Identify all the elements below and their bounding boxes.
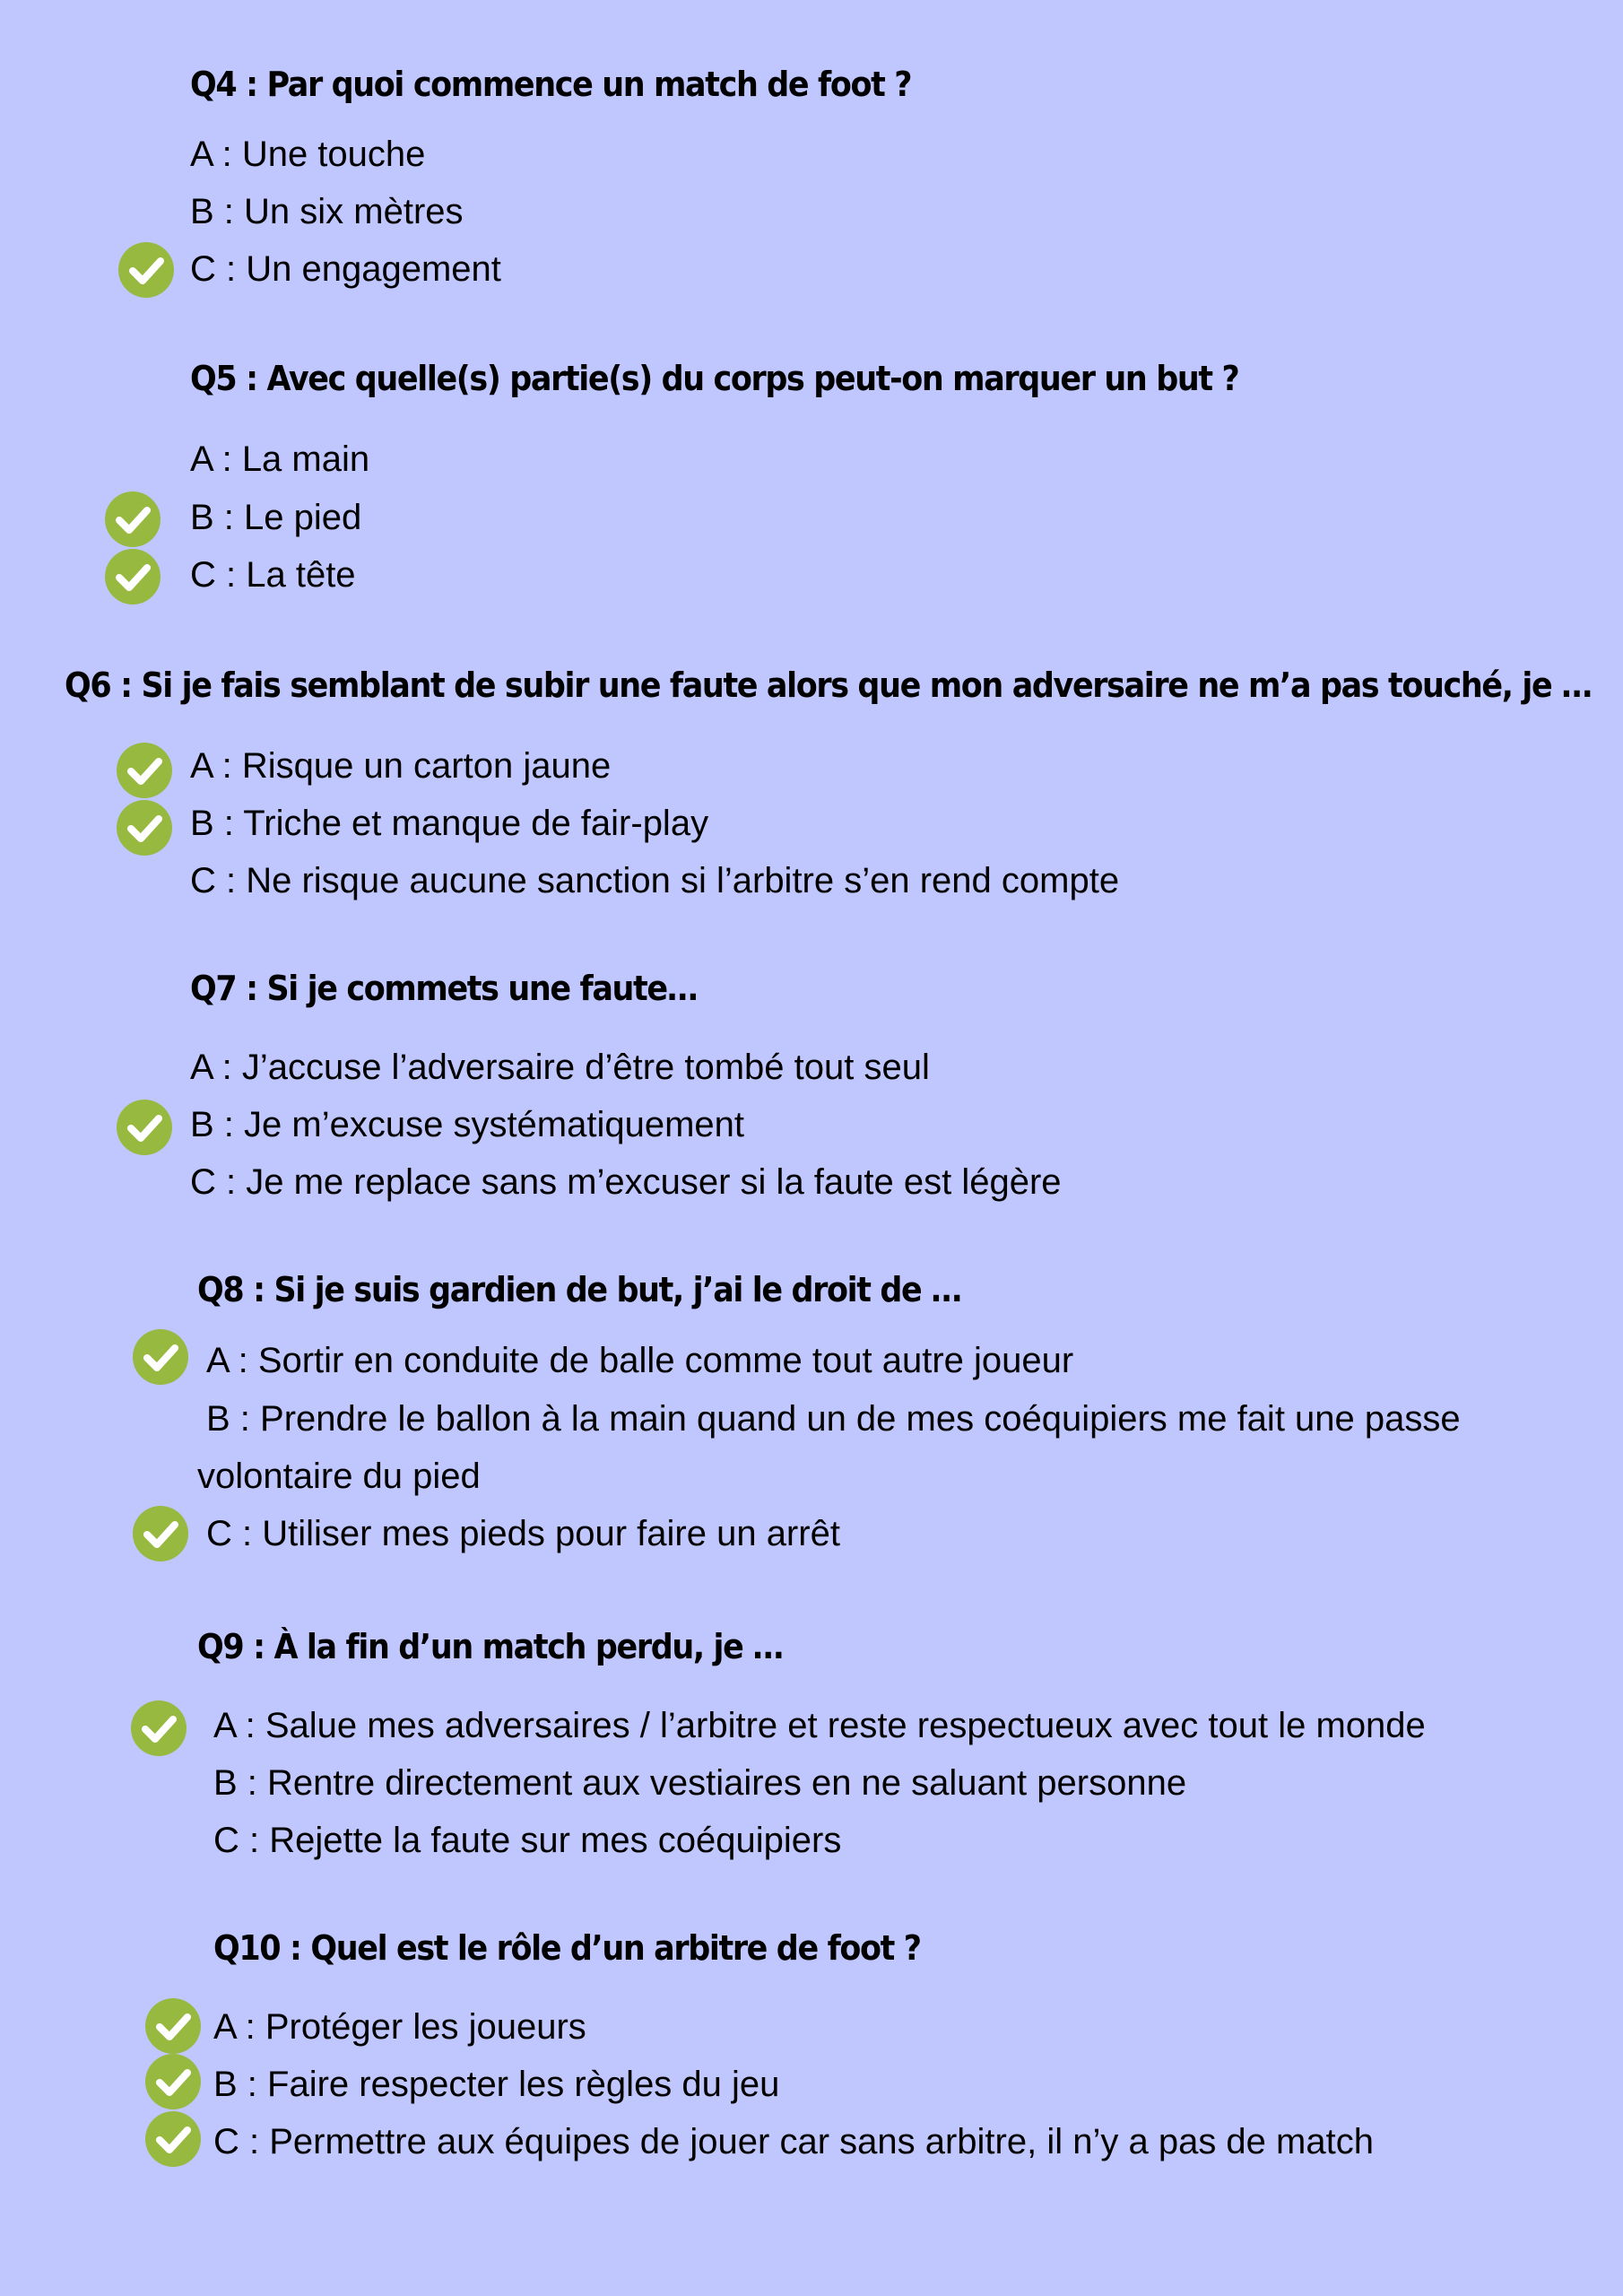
question-title-q10: Q10 : Quel est le rôle d’un arbitre de foot ?: [213, 1928, 921, 1968]
question-title-q8: Q8 : Si je suis gardien de but, j’ai le droit de …: [197, 1270, 961, 1309]
question-title-q5: Q5 : Avec quelle(s) partie(s) du corps peut-on marquer un but ?: [190, 359, 1239, 398]
check-circle-icon: [105, 549, 161, 604]
check-circle-icon: [117, 743, 172, 798]
question-title-q4: Q4 : Par quoi commence un match de foot ?: [190, 65, 912, 104]
answer-q4-b: B : Un six mètres: [190, 192, 464, 231]
check-circle-icon: [117, 800, 172, 856]
answer-q8-a: A : Sortir en conduite de balle comme tout autre joueur: [206, 1341, 1074, 1380]
answer-q9-a: A : Salue mes adversaires / l’arbitre et reste respectueux avec tout le monde: [213, 1706, 1426, 1745]
question-title-q7: Q7 : Si je commets une faute…: [190, 969, 698, 1008]
answer-q6-c: C : Ne risque aucune sanction si l’arbitre s’en rend compte: [190, 861, 1120, 900]
answer-q8-b: B : Prendre le ballon à la main quand un de mes coéquipiers me fait une passe: [206, 1399, 1461, 1439]
answer-q5-a: A : La main: [190, 439, 370, 479]
answer-q4-c: C : Un engagement: [190, 249, 501, 289]
answer-q7-b: B : Je m’excuse systématiquement: [190, 1105, 745, 1144]
answer-q9-c: C : Rejette la faute sur mes coéquipiers: [213, 1821, 842, 1860]
check-circle-icon: [117, 1100, 172, 1155]
answer-q5-b: B : Le pied: [190, 498, 362, 537]
check-circle-icon: [131, 1700, 187, 1756]
answer-q8-b-continuation: volontaire du pied: [197, 1457, 481, 1496]
answer-q7-c: C : Je me replace sans m’excuser si la faute est légère: [190, 1162, 1062, 1202]
question-title-q6: Q6 : Si je fais semblant de subir une faute alors que mon adversaire ne m’a pas touché, je …: [65, 665, 1592, 705]
answer-q6-a: A : Risque un carton jaune: [190, 746, 612, 786]
check-circle-icon: [145, 2054, 201, 2109]
answer-q7-a: A : J’accuse l’adversaire d’être tombé tout seul: [190, 1048, 930, 1087]
answer-q9-b: B : Rentre directement aux vestiaires en ne saluant personne: [213, 1763, 1187, 1803]
answer-q10-a: A : Protéger les joueurs: [213, 2007, 586, 2047]
check-circle-icon: [133, 1506, 188, 1561]
question-title-q9: Q9 : À la fin d’un match perdu, je …: [197, 1627, 783, 1666]
check-circle-icon: [118, 242, 174, 298]
answer-q10-c: C : Permettre aux équipes de jouer car sans arbitre, il n’y a pas de match: [213, 2122, 1374, 2161]
check-circle-icon: [145, 2111, 201, 2167]
answer-q8-c: C : Utiliser mes pieds pour faire un arrêt: [206, 1514, 840, 1553]
check-circle-icon: [105, 491, 161, 547]
answer-q10-b: B : Faire respecter les règles du jeu: [213, 2065, 780, 2104]
check-circle-icon: [133, 1329, 188, 1385]
answer-q5-c: C : La tête: [190, 555, 356, 595]
answer-q6-b: B : Triche et manque de fair-play: [190, 804, 709, 843]
check-circle-icon: [145, 1998, 201, 2054]
answer-q4-a: A : Une touche: [190, 135, 426, 174]
